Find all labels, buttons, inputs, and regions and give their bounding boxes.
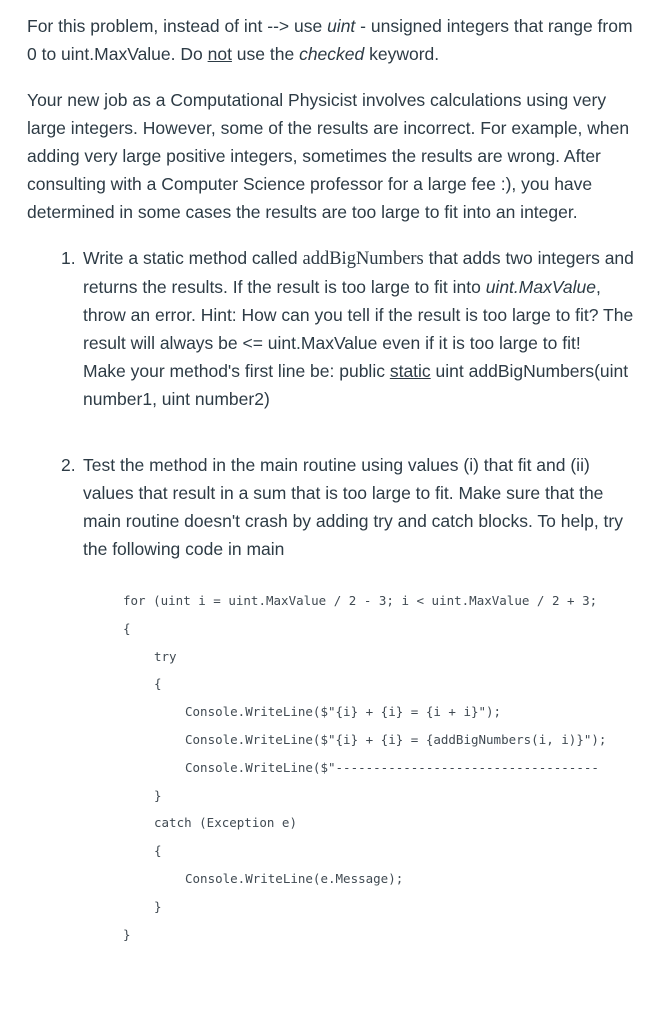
not-underlined: not [207, 44, 232, 64]
intro-text: - unsigned integers that range from 0 to uint.MaxValue. Do [27, 16, 633, 64]
task-text: Test the method in the main routine using values (i) that fit and (ii) values that result in a sum that is too large to fit. Make sure that the main routine doesn't crash by adding try and catch blocks. To help, try the following code in main [83, 455, 623, 559]
task-text-part: Write a static method called [83, 248, 303, 268]
code-line: { [123, 620, 131, 636]
code-line: for (uint i = uint.MaxValue / 2 - 3; i < uint.MaxValue / 2 + 3; [123, 593, 598, 608]
task-item-1 [27, 244, 637, 413]
intro-text: use the [231, 44, 300, 64]
uint-emphasis: uint [327, 16, 356, 36]
code-line: } [123, 926, 131, 942]
task-item-2 [27, 451, 637, 563]
code-line: { [154, 676, 162, 692]
assignment-content [27, 12, 637, 948]
method-name: addBigNumbers [302, 249, 424, 269]
intro-text: keyword. [364, 44, 440, 64]
checked-emphasis: checked [299, 44, 365, 64]
task-number: 1. [61, 248, 76, 268]
task-number: 2. [61, 455, 76, 475]
code-block [123, 587, 637, 948]
code-line: try [154, 648, 177, 664]
intro-paragraph [27, 12, 637, 68]
code-line: Console.WriteLine($"----------------------------------- [185, 759, 599, 775]
code-line: } [154, 898, 162, 914]
task-text-part: Make your method's first line be: public [83, 361, 390, 381]
task-text-part: that adds two integers and returns the results. If the result is too large to fit into [83, 248, 634, 297]
code-line: Console.WriteLine($"{i} + {i} = {addBigNumbers(i, i)}"); [185, 731, 607, 747]
static-underlined: static [389, 361, 431, 381]
code-line: { [154, 843, 162, 859]
intro-text: For this problem, instead of int --> use [27, 16, 328, 36]
scenario-paragraph: Your new job as a Computational Physicist involves calculations using very large integers. However, some of the results are incorrect. For example, when adding very large positive integers, sometimes the results are wrong. After consulting with a Computer Science professor for a large fee :), you have determined in some cases the results are too large to fit into an integer. [27, 90, 630, 222]
code-line: Console.WriteLine(e.Message); [185, 870, 404, 886]
maxvalue-emphasis: uint.MaxValue [485, 277, 596, 297]
code-line: } [154, 787, 162, 803]
task-list [27, 244, 637, 563]
task-text-part: , throw an error. Hint: How can you tell if the result is too large to fit? The result will always be <= uint.MaxValue even if it is too large to fit! [83, 277, 634, 353]
code-line: catch (Exception e) [154, 815, 297, 831]
code-line: Console.WriteLine($"{i} + {i} = {i + i}"); [185, 704, 502, 720]
task-text [83, 244, 637, 413]
task-text-part: uint addBigNumbers(uint number1, uint number2) [83, 361, 629, 409]
